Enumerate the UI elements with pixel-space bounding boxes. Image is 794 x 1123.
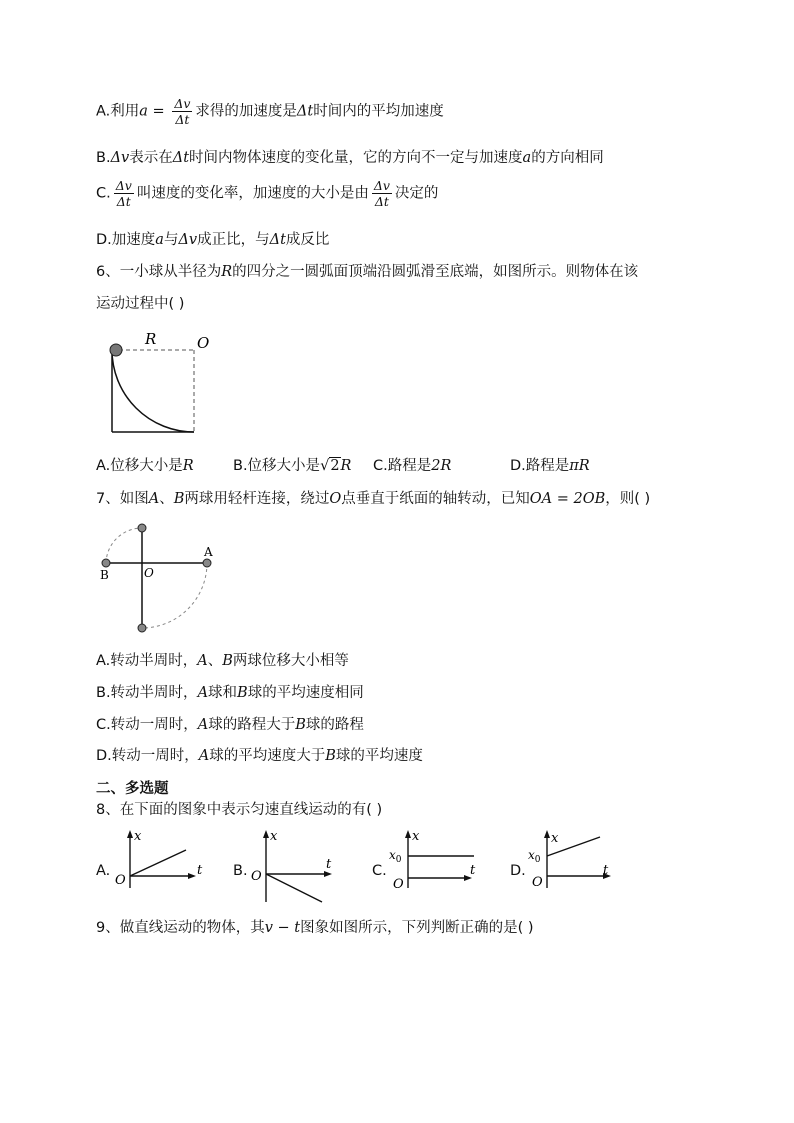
q7-stem-text2: 两球用轻杆连接，绕过 bbox=[184, 491, 330, 507]
q5-c-text2: 决定的 bbox=[394, 185, 439, 202]
q7-b-b: B bbox=[237, 685, 248, 701]
q7-stem-o: O bbox=[329, 491, 342, 507]
q5-option-d bbox=[96, 229, 329, 251]
q5-c-fraction2 bbox=[372, 178, 392, 209]
q6-stem-line2 bbox=[96, 293, 184, 315]
q8a-graph-line bbox=[130, 850, 186, 876]
q7-option-c bbox=[96, 714, 364, 736]
q7-rotating-rod-figure bbox=[94, 518, 224, 638]
q8-graph-c bbox=[386, 828, 486, 894]
q8c-x0-base: x bbox=[389, 848, 396, 862]
q8-graph-d-label: D. bbox=[510, 863, 526, 879]
q6-option-d bbox=[510, 455, 590, 477]
q7-label-a: A bbox=[204, 545, 213, 559]
q5-b-dt: Δt bbox=[172, 150, 190, 166]
q7-stem bbox=[96, 488, 650, 510]
q5-b-text3: 的方向相同 bbox=[531, 150, 604, 166]
q7-b-text2: 球和 bbox=[208, 685, 238, 701]
q7-ball-b bbox=[102, 559, 110, 567]
q9-stem-vt: v − t bbox=[264, 920, 301, 936]
q6-d-text: D.路程是 bbox=[510, 458, 570, 474]
q8a-origin-label: O bbox=[115, 873, 126, 888]
q7-stem-equation: OA = 2OB bbox=[529, 491, 606, 507]
q7-ball-a bbox=[203, 559, 211, 567]
q5-b-a: a bbox=[522, 150, 532, 166]
q8d-origin-label: O bbox=[532, 875, 543, 890]
q8-graph-a-label: A. bbox=[96, 863, 111, 879]
q7-d-text1: D.转动一周时， bbox=[96, 748, 199, 764]
q8-stem-text: 8、在下面的图象中表示匀速直线运动的有( ) bbox=[96, 802, 383, 818]
q7-stem-a: A bbox=[148, 491, 160, 507]
q7-ball-top bbox=[138, 524, 146, 532]
q5-a-prefix: A.利用 bbox=[96, 103, 140, 120]
q8b-graph-line bbox=[266, 874, 322, 902]
q8c-x0-label bbox=[389, 848, 402, 865]
q5-c-text1: 叫速度的变化率，加速度的大小是由 bbox=[136, 185, 369, 202]
q8-graph-d bbox=[525, 828, 625, 894]
q7-d-a: A bbox=[198, 748, 210, 764]
q5-a-symbol-a: a bbox=[139, 103, 148, 120]
q5-c-fraction bbox=[114, 178, 134, 209]
q7-a-a: A bbox=[197, 653, 208, 669]
q7-b-a: A bbox=[197, 685, 209, 701]
q7-option-b bbox=[96, 682, 364, 704]
q7-a-text1: A.转动半周时， bbox=[96, 653, 198, 669]
q8-stem bbox=[96, 799, 382, 821]
q8a-x-label: x bbox=[134, 829, 142, 844]
q5-a-equals: = bbox=[147, 103, 170, 120]
q8d-y-arrow bbox=[544, 830, 550, 838]
q8d-x0-base: x bbox=[528, 848, 535, 862]
q7-a-text2: 两球位移大小相等 bbox=[232, 653, 349, 669]
q5-d-text3: 成反比 bbox=[285, 232, 330, 248]
q8b-x-label: x bbox=[270, 829, 278, 844]
q8d-t-label: t bbox=[603, 863, 609, 878]
q8-graph-b-label: B. bbox=[233, 863, 248, 879]
q8d-x0-label bbox=[528, 848, 541, 865]
q6-quarter-arc-figure bbox=[100, 328, 220, 438]
q5-d-a: a bbox=[155, 232, 164, 248]
q5-b-text2: 时间内物体速度的变化量，它的方向不一定与加速度 bbox=[189, 150, 523, 166]
q5-b-dv: Δv bbox=[110, 150, 130, 166]
q6-option-b bbox=[233, 455, 351, 477]
q7-d-text3: 球的平均速度 bbox=[335, 748, 423, 764]
q7-ball-bottom bbox=[138, 624, 146, 632]
fraction-numerator: Δv bbox=[174, 96, 191, 111]
q5-d-text2: 成正比，与 bbox=[197, 232, 270, 248]
q7-stem-b: B bbox=[173, 491, 185, 507]
q7-option-d bbox=[96, 745, 423, 767]
q8d-x-label: x bbox=[551, 831, 559, 846]
q7-c-text2: 球的路程大于 bbox=[208, 717, 296, 733]
q8c-x0-sub: 0 bbox=[395, 855, 402, 865]
q7-stem-text3: 点垂直于纸面的轴转动，已知 bbox=[341, 491, 530, 507]
q5-d-dt: Δt bbox=[269, 232, 286, 248]
q7-d-text2: 球的平均速度大于 bbox=[209, 748, 326, 764]
q8c-origin-label: O bbox=[393, 877, 404, 892]
fraction-denominator: Δt bbox=[116, 194, 131, 209]
q7-d-b: B bbox=[325, 748, 336, 764]
q6-d-value: πR bbox=[569, 458, 590, 474]
q6-a-r: R bbox=[182, 458, 194, 474]
q6-stem-line1 bbox=[96, 261, 638, 283]
q5-a-text2: 时间内的平均加速度 bbox=[313, 103, 444, 120]
q7-option-a bbox=[96, 650, 349, 672]
q9-stem-text2: 图象如图所示，下列判断正确的是( ) bbox=[300, 920, 534, 936]
q7-a-sep: 、 bbox=[207, 653, 223, 669]
section-multi-choice-heading: 二、多选题 bbox=[96, 781, 169, 797]
q6-stem-r: R bbox=[221, 264, 233, 280]
fraction-numerator: Δv bbox=[373, 178, 390, 193]
q7-label-b: B bbox=[100, 568, 109, 582]
q5-d-prefix: D.加速度 bbox=[96, 232, 156, 248]
q8a-y-arrow bbox=[127, 830, 133, 838]
q7-stem-text4: ，则( ) bbox=[605, 491, 651, 507]
q5-b-prefix: B. bbox=[96, 150, 111, 166]
q8-graph-b bbox=[244, 828, 344, 904]
q6-c-value: 2R bbox=[431, 458, 452, 474]
q5-option-a bbox=[96, 96, 444, 127]
q8c-x-label: x bbox=[412, 829, 420, 844]
q7-c-b: B bbox=[295, 717, 306, 733]
q7-stem-text1: 7、如图 bbox=[96, 491, 149, 507]
fraction-denominator: Δt bbox=[374, 194, 389, 209]
q6-stem-text2: 的四分之一圆弧面顶端沿圆弧滑至底端，如图所示。则物体在该 bbox=[232, 264, 639, 280]
q6-a-text: A.位移大小是 bbox=[96, 458, 183, 474]
q6-label-r: R bbox=[145, 330, 157, 348]
fraction-denominator: Δt bbox=[175, 112, 190, 127]
q8b-origin-label: O bbox=[251, 869, 262, 884]
q6-stem-text3: 运动过程中( ) bbox=[96, 296, 185, 312]
q8d-x0-sub: 0 bbox=[534, 855, 541, 865]
q7-b-text1: B.转动半周时， bbox=[96, 685, 198, 701]
q5-a-dt: Δt bbox=[296, 103, 314, 120]
q9-stem-text1: 9、做直线运动的物体，其 bbox=[96, 920, 265, 936]
q6-stem-text1: 6、一小球从半径为 bbox=[96, 264, 222, 280]
q8b-y-arrow bbox=[263, 830, 269, 838]
q7-label-o: O bbox=[144, 566, 154, 580]
q6-c-text: C.路程是 bbox=[373, 458, 432, 474]
q5-a-fraction bbox=[172, 96, 192, 127]
q8c-t-label: t bbox=[470, 863, 476, 878]
q5-a-text1: 求得的加速度是 bbox=[195, 103, 297, 120]
q7-a-b: B bbox=[222, 653, 233, 669]
q8-graph-c-label: C. bbox=[372, 863, 387, 879]
q6-b-radicand: 2 bbox=[330, 458, 340, 474]
q6-b-text: B.位移大小是 bbox=[233, 458, 321, 474]
q7-c-text1: C.转动一周时， bbox=[96, 717, 198, 733]
fraction-numerator: Δv bbox=[115, 178, 132, 193]
q6-arc-surface bbox=[112, 350, 194, 432]
q6-b-sqrt: √2 bbox=[320, 458, 340, 474]
q7-arc-b bbox=[106, 528, 142, 563]
q9-stem bbox=[96, 917, 534, 939]
q5-option-c bbox=[96, 178, 438, 209]
q5-option-b bbox=[96, 147, 604, 169]
q5-c-prefix: C. bbox=[96, 185, 111, 202]
q8a-t-label: t bbox=[197, 863, 203, 878]
q7-stem-sep: 、 bbox=[159, 491, 174, 507]
q6-b-r: R bbox=[340, 458, 352, 474]
q5-d-text1: 与 bbox=[163, 232, 179, 248]
q8a-x-arrow bbox=[188, 873, 196, 879]
q6-option-c bbox=[373, 455, 451, 477]
q8-graph-a bbox=[108, 828, 208, 900]
q5-d-dv: Δv bbox=[178, 232, 198, 248]
q6-ball bbox=[110, 344, 122, 356]
q5-b-text1: 表示在 bbox=[129, 150, 173, 166]
q7-c-a: A bbox=[197, 717, 209, 733]
q6-label-o: O bbox=[197, 334, 210, 352]
q7-c-text3: 球的路程 bbox=[305, 717, 364, 733]
q7-b-text3: 球的平均速度相同 bbox=[247, 685, 364, 701]
q8c-y-arrow bbox=[405, 830, 411, 838]
q8b-t-label: t bbox=[326, 857, 332, 872]
q6-option-a bbox=[96, 455, 194, 477]
